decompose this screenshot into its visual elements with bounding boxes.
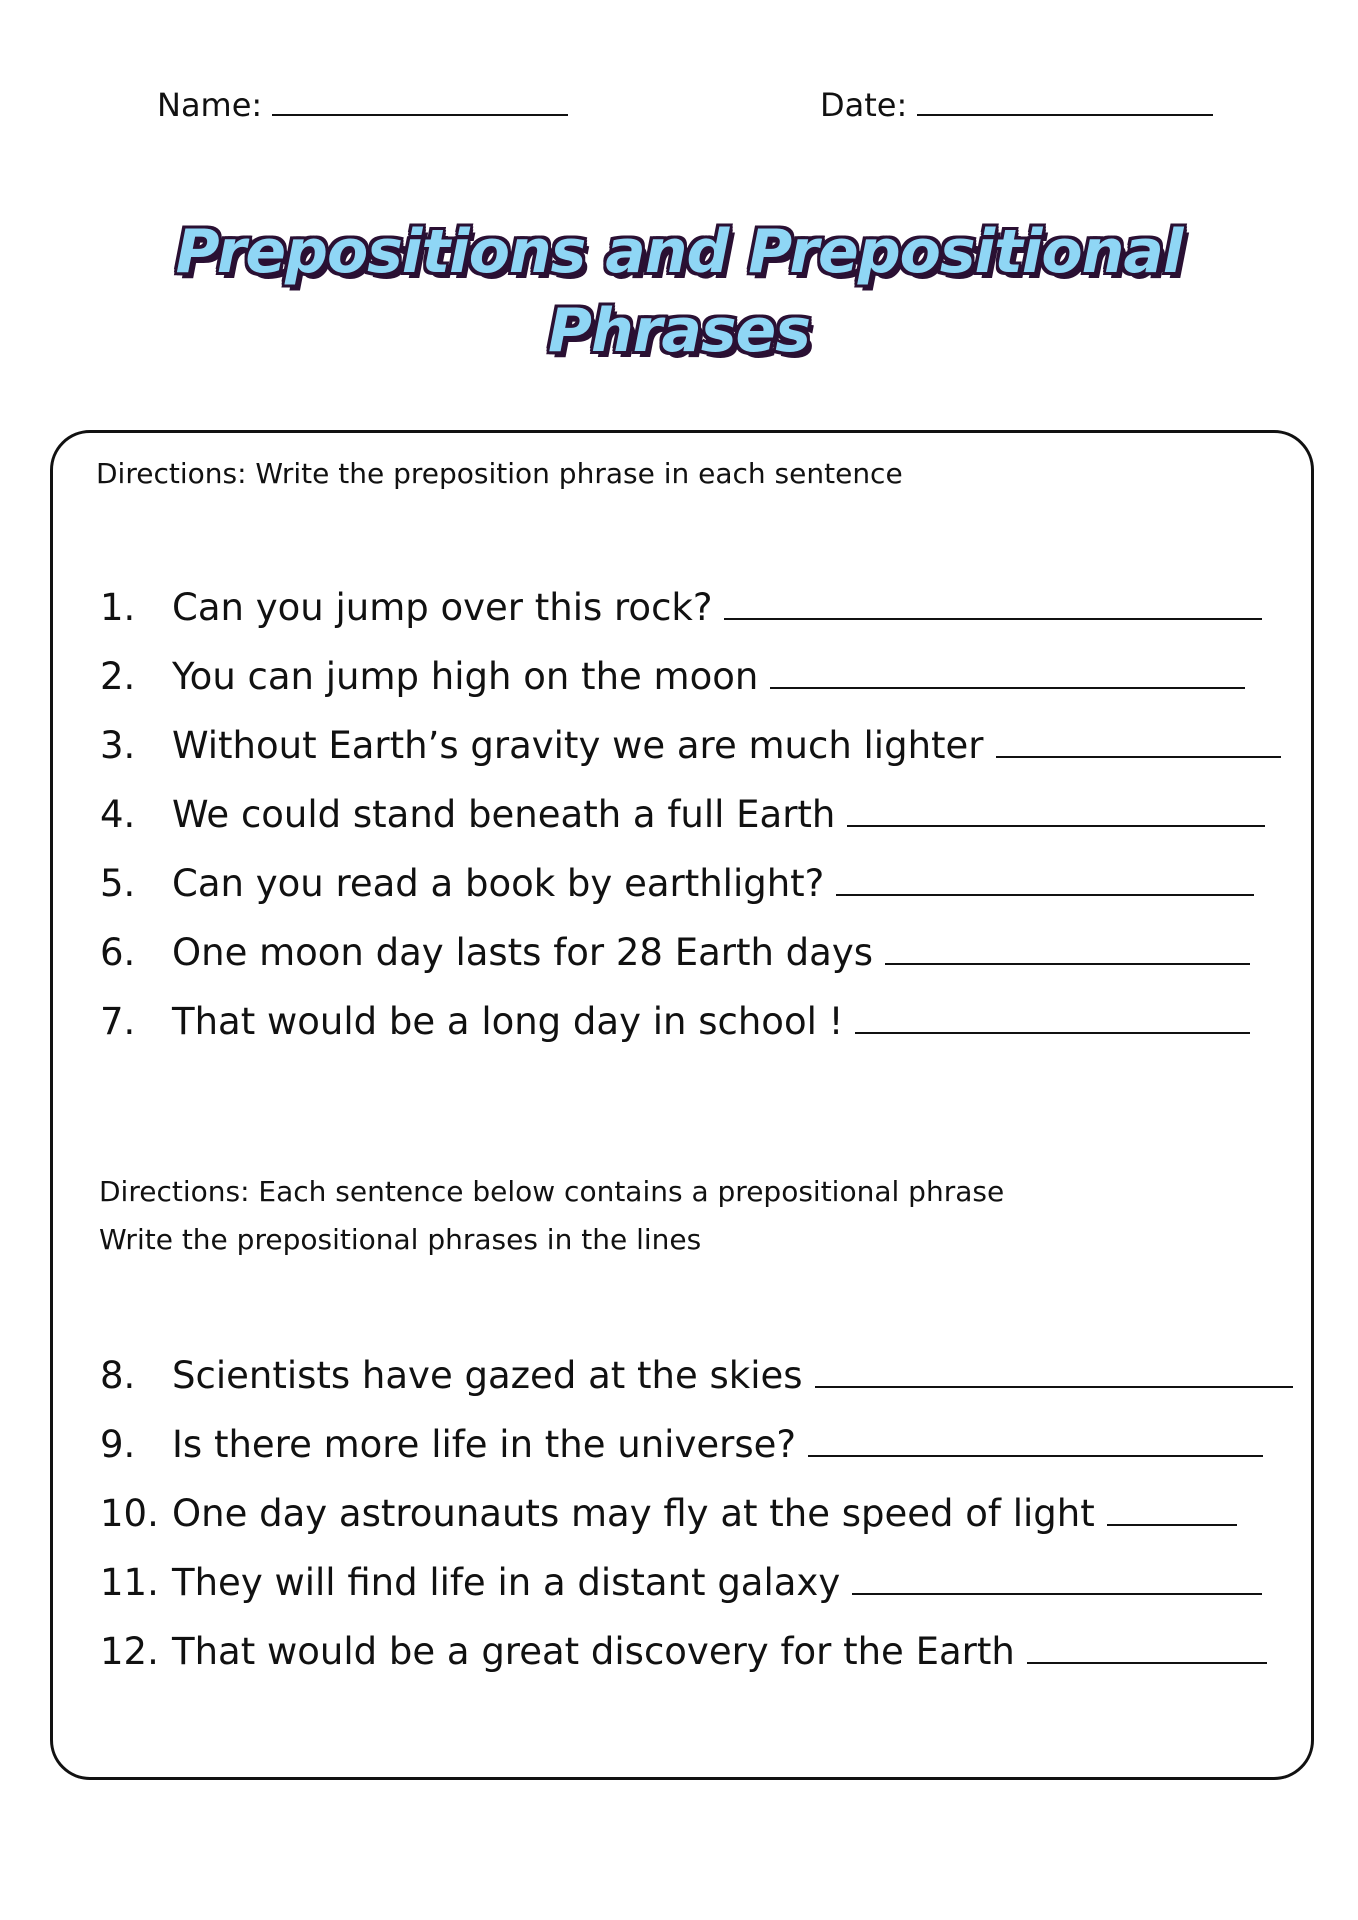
question-number: 8. xyxy=(100,1354,136,1397)
question-text: You can jump high on the moon xyxy=(172,655,759,698)
question-2 xyxy=(100,651,1245,698)
section-2-directions-line-2: Write the prepositional phrases in the lines xyxy=(99,1223,702,1256)
question-3 xyxy=(100,720,1281,767)
answer-line[interactable] xyxy=(836,858,1254,896)
question-text: One moon day lasts for 28 Earth days xyxy=(172,931,874,974)
answer-line[interactable] xyxy=(847,789,1265,827)
question-text: Can you jump over this rock? xyxy=(172,586,713,629)
answer-line[interactable] xyxy=(808,1419,1263,1457)
question-1 xyxy=(100,582,1262,629)
question-number: 1. xyxy=(100,586,136,629)
section-2-directions xyxy=(99,1168,1004,1264)
question-5 xyxy=(100,858,1254,905)
question-number: 3. xyxy=(100,724,136,767)
section-2-directions-line-1: Directions: Each sentence below contains a prepositional phrase xyxy=(99,1175,1005,1208)
worksheet-title-line-2: Phrases xyxy=(548,296,810,366)
question-text: Is there more life in the universe? xyxy=(172,1423,797,1466)
question-number: 7. xyxy=(100,1000,136,1043)
question-12 xyxy=(100,1626,1267,1673)
answer-line[interactable] xyxy=(1107,1488,1237,1526)
name-field xyxy=(157,82,568,124)
question-number: 11. xyxy=(100,1561,159,1604)
answer-line[interactable] xyxy=(815,1350,1293,1388)
answer-line[interactable] xyxy=(855,996,1250,1034)
answer-line[interactable] xyxy=(724,582,1262,620)
question-number: 4. xyxy=(100,793,136,836)
section-1-directions: Directions: Write the preposition phrase in each sentence xyxy=(96,457,903,490)
question-text: One day astrounauts may fly at the speed of light xyxy=(172,1492,1095,1535)
worksheet-title-line-1: Prepositions and Prepositional xyxy=(175,217,1183,287)
question-number: 12. xyxy=(100,1630,159,1673)
date-field xyxy=(820,82,1213,124)
question-number: 2. xyxy=(100,655,136,698)
question-text: They will find life in a distant galaxy xyxy=(172,1561,841,1604)
date-blank-line[interactable] xyxy=(917,82,1213,116)
question-7 xyxy=(100,996,1250,1043)
question-6 xyxy=(100,927,1250,974)
question-text: That would be a long day in school ! xyxy=(172,1000,844,1043)
question-text: We could stand beneath a full Earth xyxy=(172,793,836,836)
question-number: 6. xyxy=(100,931,136,974)
answer-line[interactable] xyxy=(1027,1626,1267,1664)
question-11 xyxy=(100,1557,1262,1604)
question-4 xyxy=(100,789,1265,836)
name-blank-line[interactable] xyxy=(272,82,568,116)
question-number: 5. xyxy=(100,862,136,905)
question-number: 10. xyxy=(100,1492,159,1535)
answer-line[interactable] xyxy=(885,927,1250,965)
question-number: 9. xyxy=(100,1423,136,1466)
question-text: That would be a great discovery for the Earth xyxy=(172,1630,1015,1673)
question-text: Without Earth’s gravity we are much lighter xyxy=(172,724,984,767)
answer-line[interactable] xyxy=(996,720,1281,758)
date-label: Date: xyxy=(820,86,908,124)
answer-line[interactable] xyxy=(852,1557,1262,1595)
question-8 xyxy=(100,1350,1293,1397)
question-text: Can you read a book by earthlight? xyxy=(172,862,825,905)
question-text: Scientists have gazed at the skies xyxy=(172,1354,803,1397)
question-10 xyxy=(100,1488,1237,1535)
question-9 xyxy=(100,1419,1263,1466)
name-label: Name: xyxy=(157,86,263,124)
answer-line[interactable] xyxy=(770,651,1245,689)
